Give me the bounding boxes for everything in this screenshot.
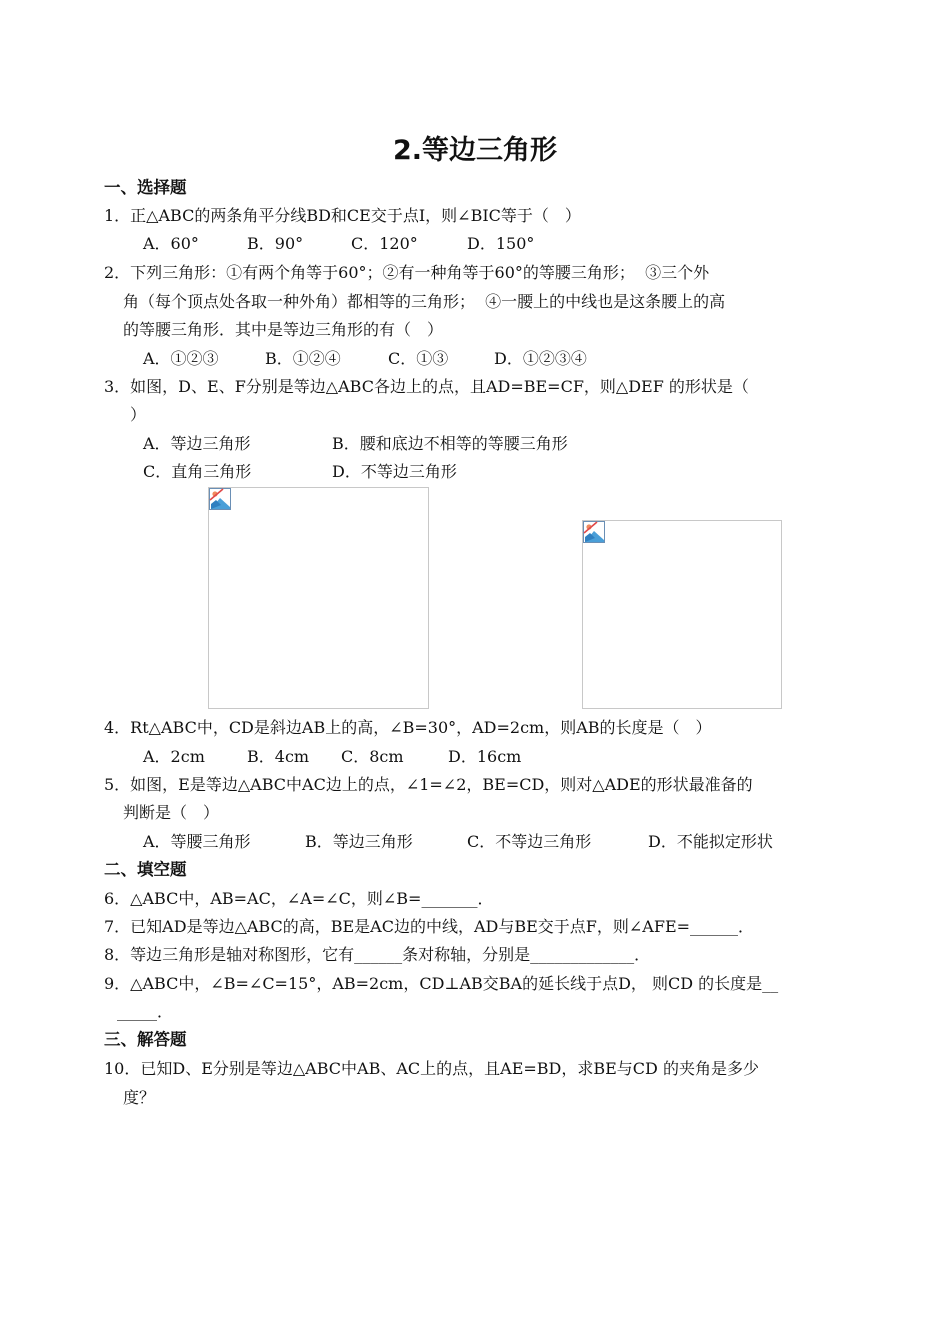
- q1-option-d: D．150°: [467, 234, 535, 253]
- broken-image-icon: [209, 488, 231, 510]
- question-9-line-2: _____．: [117, 1002, 174, 1021]
- q4-option-b: B．4cm: [247, 747, 310, 766]
- q1-option-b: B．90°: [247, 234, 304, 253]
- question-9-line-1: 9．△ABC中，∠B=∠C=15°，AB=2cm，CD⊥AB交BA的延长线于点D， 则CD 的长度是__: [104, 974, 779, 993]
- q4-option-c: C．8cm: [341, 747, 404, 766]
- q5-option-b: B．等边三角形: [305, 832, 413, 851]
- question-10-line-2: 度？: [123, 1088, 156, 1107]
- q3-option-b: B．腰和底边不相等的等腰三角形: [332, 434, 568, 453]
- question-4: 4．Rt△ABC中，CD是斜边AB上的高，∠B=30°，AD=2cm，则AB的长度是（ ）: [104, 718, 712, 737]
- question-1: 1．正△ABC的两条角平分线BD和CE交于点I，则∠BIC等于（ ）: [104, 206, 581, 225]
- question-6: 6．△ABC中，AB=AC，∠A=∠C，则∠B=_______．: [104, 889, 494, 908]
- q5-option-a: A．等腰三角形: [143, 832, 251, 851]
- question-8: 8．等边三角形是轴对称图形，它有______条对称轴，分别是_____________．: [104, 945, 651, 964]
- q1-option-a: A．60°: [143, 234, 199, 253]
- question-10-line-1: 10．已知D、E分别是等边△ABC中AB、AC上的点，且AE=BD，求BE与CD 的夹角是多少: [104, 1059, 759, 1078]
- q5-option-d: D．不能拟定形状: [648, 832, 773, 851]
- q3-option-d: D．不等边三角形: [332, 462, 457, 481]
- q3-option-a: A．等边三角形: [143, 434, 251, 453]
- question-3-line-1: 3．如图，D、E、F分别是等边△ABC各边上的点，且AD=BE=CF，则△DEF 的形状是（: [104, 377, 749, 396]
- figure-q3-placeholder: [208, 487, 429, 709]
- q3-option-c: C．直角三角形: [143, 462, 252, 481]
- question-2-line-2: 角（每个顶点处各取一种外角）都相等的三角形； ④一腰上的中线也是这条腰上的高: [123, 292, 726, 311]
- question-2-line-1: 2．下列三角形：①有两个角等于60°；②有一种角等于60°的等腰三角形； ③三个外: [104, 263, 710, 282]
- q2-option-a: A．①②③: [143, 349, 219, 368]
- question-2-line-3: 的等腰三角形．其中是等边三角形的有（ ）: [123, 320, 444, 339]
- q2-option-c: C．①③: [388, 349, 449, 368]
- question-5-line-1: 5．如图，E是等边△ABC中AC边上的点，∠1=∠2，BE=CD，则对△ADE的形状最准备的: [104, 775, 753, 794]
- q2-option-b: B．①②④: [265, 349, 341, 368]
- page-title: 2.等边三角形: [392, 135, 558, 166]
- figure-q5-placeholder: [582, 520, 782, 709]
- section-heading-answer: 三、解答题: [104, 1030, 187, 1049]
- q2-option-d: D．①②③④: [494, 349, 587, 368]
- question-7: 7．已知AD是等边△ABC的高，BE是AC边的中线，AD与BE交于点F，则∠AFE=______．: [104, 917, 755, 936]
- question-5-line-2: 判断是（ ）: [123, 803, 220, 822]
- q4-option-d: D．16cm: [448, 747, 522, 766]
- q5-option-c: C．不等边三角形: [467, 832, 592, 851]
- question-3-line-2: ）: [130, 405, 147, 424]
- broken-image-icon: [583, 521, 605, 543]
- section-heading-choice: 一、选择题: [104, 178, 187, 197]
- section-heading-fill: 二、填空题: [104, 860, 187, 879]
- q4-option-a: A．2cm: [143, 747, 205, 766]
- q1-option-c: C．120°: [351, 234, 418, 253]
